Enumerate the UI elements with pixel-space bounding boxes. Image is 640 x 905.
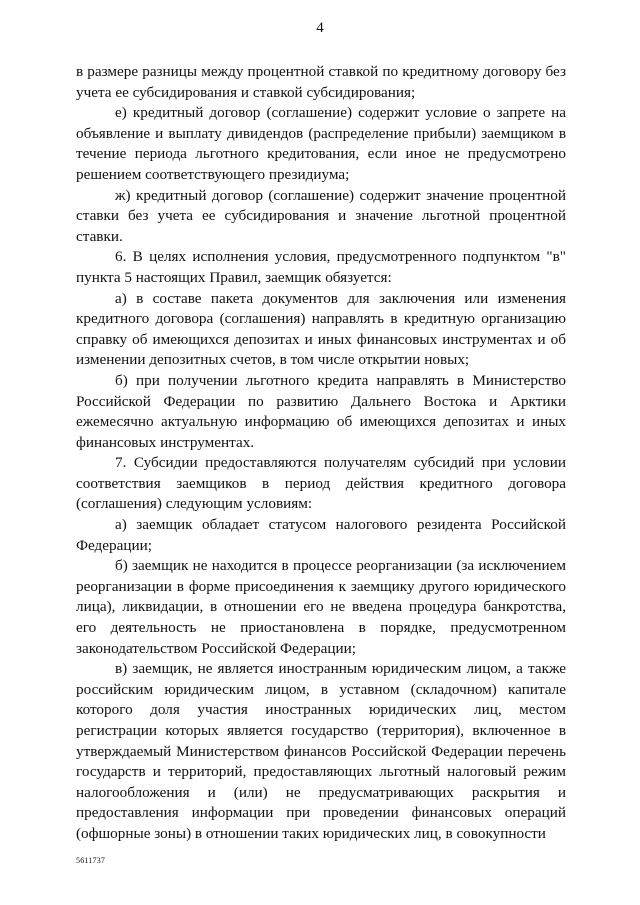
paragraph-clause-7-item-v: в) заемщик, не является иностранным юридическим лицом, а также российским юридическим лицом, в уставном (складочном) капитале которого доля участия иностранных юридических лиц, местом регистрации которых является государство (территория), включенное в утверждаемый Министерством финансов Российской Федерации перечень государств и территорий, предоставляющих льготный налоговый режим налогообложения и (или) не предусматривающих раскрытия и предоставления информации при проведении финансовых операций (офшорные зоны) в отношении таких юридических лиц, в совокупности xyxy=(76,660,566,842)
paragraph-clause-7: 7. Субсидии предоставляются получателям субсидий при условии соответствия заемщиков в период действия кредитного договора (соглашения) следующим условиям: xyxy=(76,454,566,513)
paragraph-clause-6-item-a: а) в составе пакета документов для заключения или изменения кредитного договора (соглашения) направлять в кредитную организацию справку об имеющихся депозитах и иных финансовых инструментах и об изменении депозитных счетов, в том числе открытии новых; xyxy=(76,289,566,369)
document-body xyxy=(76,62,566,845)
page-number: 4 xyxy=(316,20,324,36)
document-code: 5611737 xyxy=(76,856,106,865)
paragraph-item-e: е) кредитный договор (соглашение) содержит условие о запрете на объявление и выплату дивидендов (распределение прибыли) заемщиком в течение периода льготного кредитования, если иное не предусмотрено решением соответствующего президиума; xyxy=(76,104,566,183)
paragraph-continuation: в размере разницы между процентной ставкой по кредитному договору без учета ее субсидирования и ставкой субсидирования; xyxy=(76,63,566,101)
paragraph-clause-7-item-a: а) заемщик обладает статусом налогового резидента Российской Федерации; xyxy=(76,516,566,554)
paragraph-clause-7-item-b: б) заемщик не находится в процессе реорганизации (за исключением реорганизации в форме присоединения к заемщику другого юридического лица), ликвидации, в отношении его не введена процедура банкротства, его деятельность не приостановлена в порядке, предусмотренном законодательством Российской Федерации; xyxy=(76,557,566,657)
paragraph-clause-6: 6. В целях исполнения условия, предусмотренного подпунктом "в" пункта 5 настоящих Правил, заемщик обязуется: xyxy=(76,248,566,286)
paragraph-clause-6-item-b: б) при получении льготного кредита направлять в Министерство Российской Федерации по развитию Дальнего Востока и Арктики ежемесячно актуальную информацию об имеющихся депозитах и иных финансовых инструментах. xyxy=(76,371,566,451)
paragraph-item-zh: ж) кредитный договор (соглашение) содержит значение процентной ставки без учета ее субсидирования и значение льготной процентной ставки. xyxy=(76,186,566,245)
